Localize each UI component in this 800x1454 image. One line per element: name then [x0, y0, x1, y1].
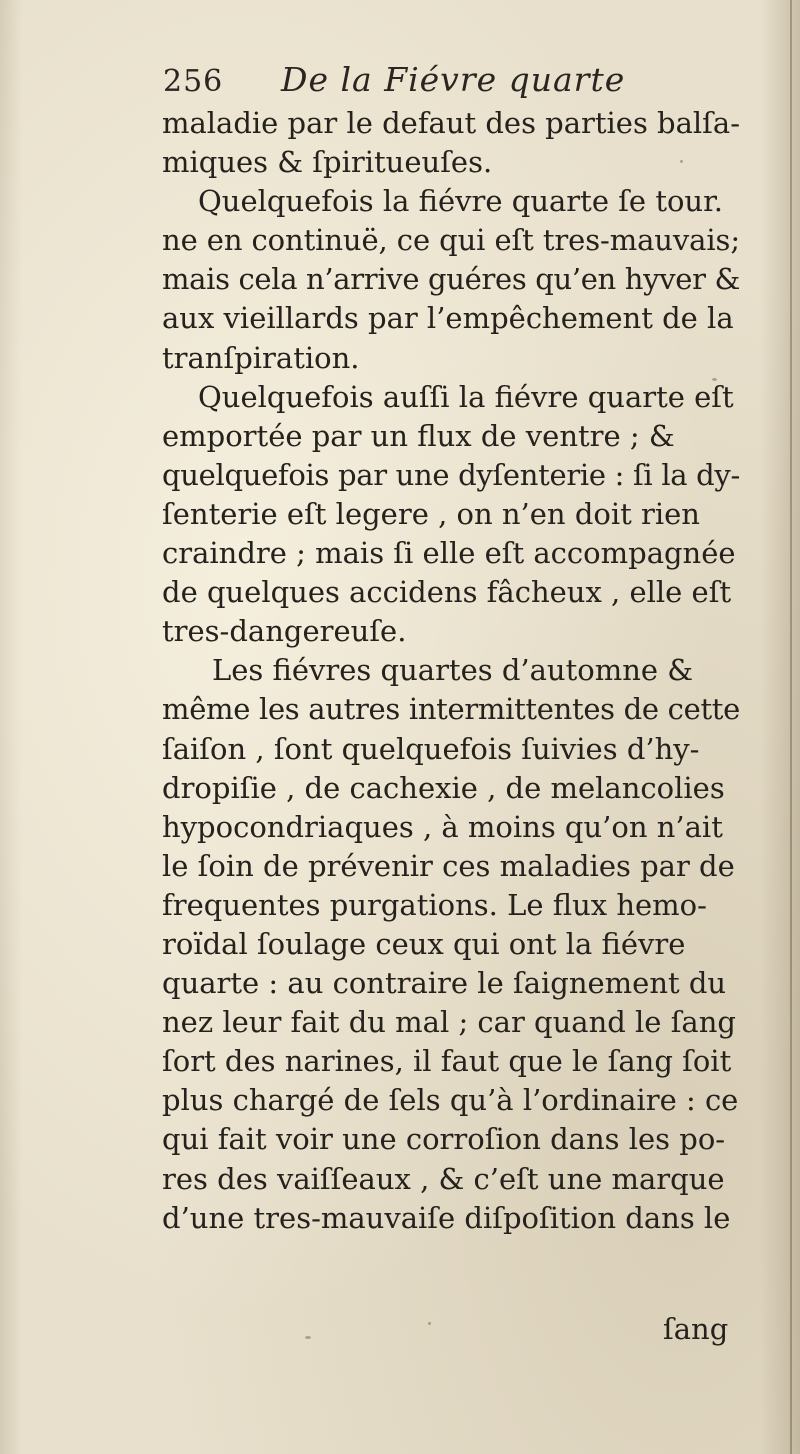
text-line: Quelquefois la fiévre quarte ſe tour.: [198, 184, 724, 219]
text-line: le ſoin de prévenir ces maladies par de: [162, 848, 735, 883]
text-line: dropiſie , de cachexie , de melancolies: [162, 770, 725, 805]
running-title: De la Fiévre quarte: [281, 60, 626, 99]
text-line: ſenterie eſt legere , on n’en doit rien: [162, 496, 700, 531]
page-number: 256: [163, 64, 224, 99]
text-line: frequentes purgations. Le flux hemo-: [162, 887, 707, 922]
page-edge: [790, 0, 792, 1454]
paper-speck: [680, 160, 683, 163]
text-line: craindre ; mais ſi elle eſt accompagnée: [162, 536, 736, 571]
text-line: miques & ſpiritueuſes.: [162, 145, 493, 180]
paper-speck: [305, 1336, 311, 1339]
text-line: quelquefois par une dyſenterie : ſi la dy-: [162, 457, 740, 492]
text-line: aux vieillards par l’empêchement de la: [162, 301, 734, 336]
text-line: quarte : au contraire le ſaignement du: [162, 966, 727, 1001]
text-line: ſaiſon , ſont quelquefois ſuivies d’hy-: [162, 731, 700, 766]
text-line: qui fait voir une corroſion dans les po-: [162, 1122, 726, 1157]
paper-speck: [428, 1322, 431, 1325]
text-line: même les autres intermittentes de cette: [162, 692, 740, 727]
text-line: res des vaiſſeaux , & c’eſt une marque: [162, 1161, 725, 1196]
text-line: mais cela n’arrive guéres qu’en hyver &: [162, 262, 740, 297]
text-line: Quelquefois auſſi la fiévre quarte eſt: [198, 379, 734, 414]
text-line: maladie par le defaut des parties balſa-: [162, 106, 740, 140]
text-line: plus chargé de ſels qu’à l’ordinaire : ce: [162, 1083, 739, 1118]
text-line: tres-dangereuſe.: [162, 614, 407, 649]
text-line: d’une tres-mauvaiſe diſpoſition dans le: [162, 1200, 731, 1235]
text-line: de quelques accidens fâcheux , elle eſt: [162, 575, 732, 610]
text-line: ne en continuë, ce qui eſt tres-mauvais;: [162, 223, 740, 258]
text-line: nez leur fait du mal ; car quand le ſang: [162, 1005, 736, 1040]
body-text: [162, 104, 740, 1238]
text-line: Les fiévres quartes d’automne &: [212, 653, 694, 688]
page-header: [163, 60, 763, 106]
text-line: ſort des narines, il faut que le ſang ſoit: [162, 1044, 732, 1079]
text-line: hypocondriaques , à moins qu’on n’ait: [162, 809, 723, 844]
paper-speck: [712, 378, 717, 381]
text-line: tranſpiration.: [162, 340, 360, 375]
text-line: roïdal ſoulage ceux qui ont la fiévre: [162, 926, 686, 961]
catchword: ſang: [663, 1312, 729, 1346]
text-line: emportée par un flux de ventre ; &: [162, 418, 675, 453]
